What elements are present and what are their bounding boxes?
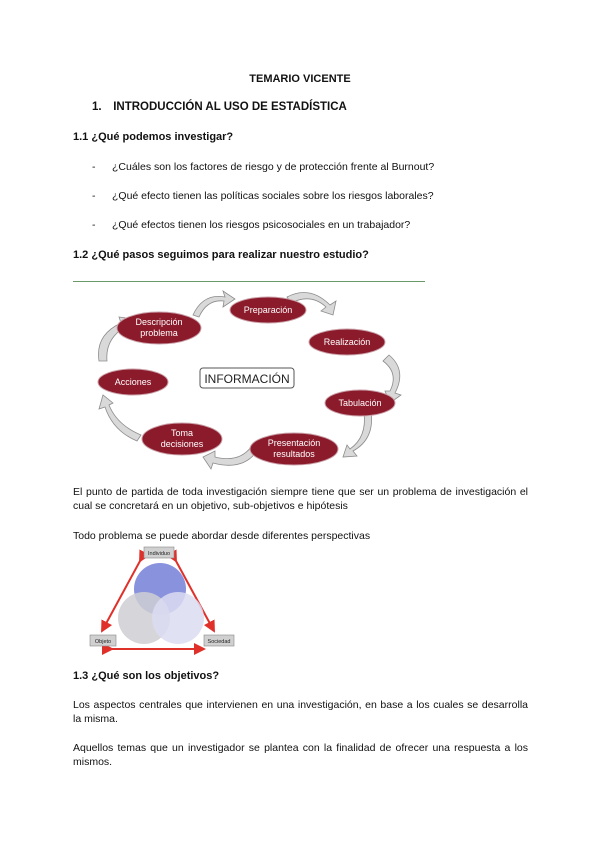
venn-circles [118,563,204,644]
research-cycle-diagram [85,285,415,475]
venn-circle [152,592,204,644]
node-label: Presentación [267,438,321,448]
bullet-item [92,190,434,202]
cycle-arrow [193,291,235,317]
subsection-heading-1-2: 1.2 ¿Qué pasos seguimos para realizar nuestro estudio? [73,249,369,261]
section-number: 1. [92,101,102,113]
paragraph: Aquellos temas que un investigador se plantea con la finalidad de ofrecer una respuesta a los mismos. [73,742,528,768]
perspectives-triangle-diagram [88,545,248,655]
subsection-heading-1-1: 1.1 ¿Qué podemos investigar? [73,131,234,143]
cycle-arrow [343,411,372,457]
node-label: problema [140,328,178,338]
divider-line [73,281,425,282]
section-label: INTRODUCCIÓN AL USO DE ESTADÍSTICA [113,101,347,113]
label-sociedad: Sociedad [207,639,231,645]
bullet-dash: - [92,190,96,202]
document-title: TEMARIO VICENTE [249,73,351,85]
node-label: Realización [323,337,371,347]
label-individuo: Individuo [147,551,171,557]
node-label: resultados [273,449,315,459]
cycle-arrow [99,395,141,441]
paragraph: Todo problema se puede abordar desde diferentes perspectivas [73,530,371,542]
paragraph: Los aspectos centrales que intervienen en una investigación, en base a los cuales se desarrolla la misma. [73,699,528,725]
node-label: Preparación [243,305,293,315]
bullet-item [92,161,434,173]
bullet-dash: - [92,219,96,231]
center-label: INFORMACIÓN [204,372,290,386]
node-label: Acciones [114,377,152,387]
paragraph: El punto de partida de toda investigación siempre tiene que ser un problema de investigación el cual se concretará en un objetivo, sub-objetivos e hipótesis [73,486,528,512]
label-objeto: Objeto [94,639,112,645]
bullet-dash: - [92,161,96,173]
bullet-text: ¿Qué efectos tienen los riesgos psicosociales en un trabajador? [112,219,411,231]
bullet-text: ¿Qué efecto tienen las políticas sociales sobre los riesgos laborales? [112,190,434,202]
node-label: Tabulación [338,398,382,408]
node-label: Descripción [135,317,183,327]
bullet-item [92,219,410,231]
node-label: Toma [170,428,194,438]
section-heading-1 [92,101,347,113]
bullet-text: ¿Cuáles son los factores de riesgo y de protección frente al Burnout? [112,161,435,173]
subsection-heading-1-3: 1.3 ¿Qué son los objetivos? [73,670,220,682]
node-label: decisiones [160,439,204,449]
